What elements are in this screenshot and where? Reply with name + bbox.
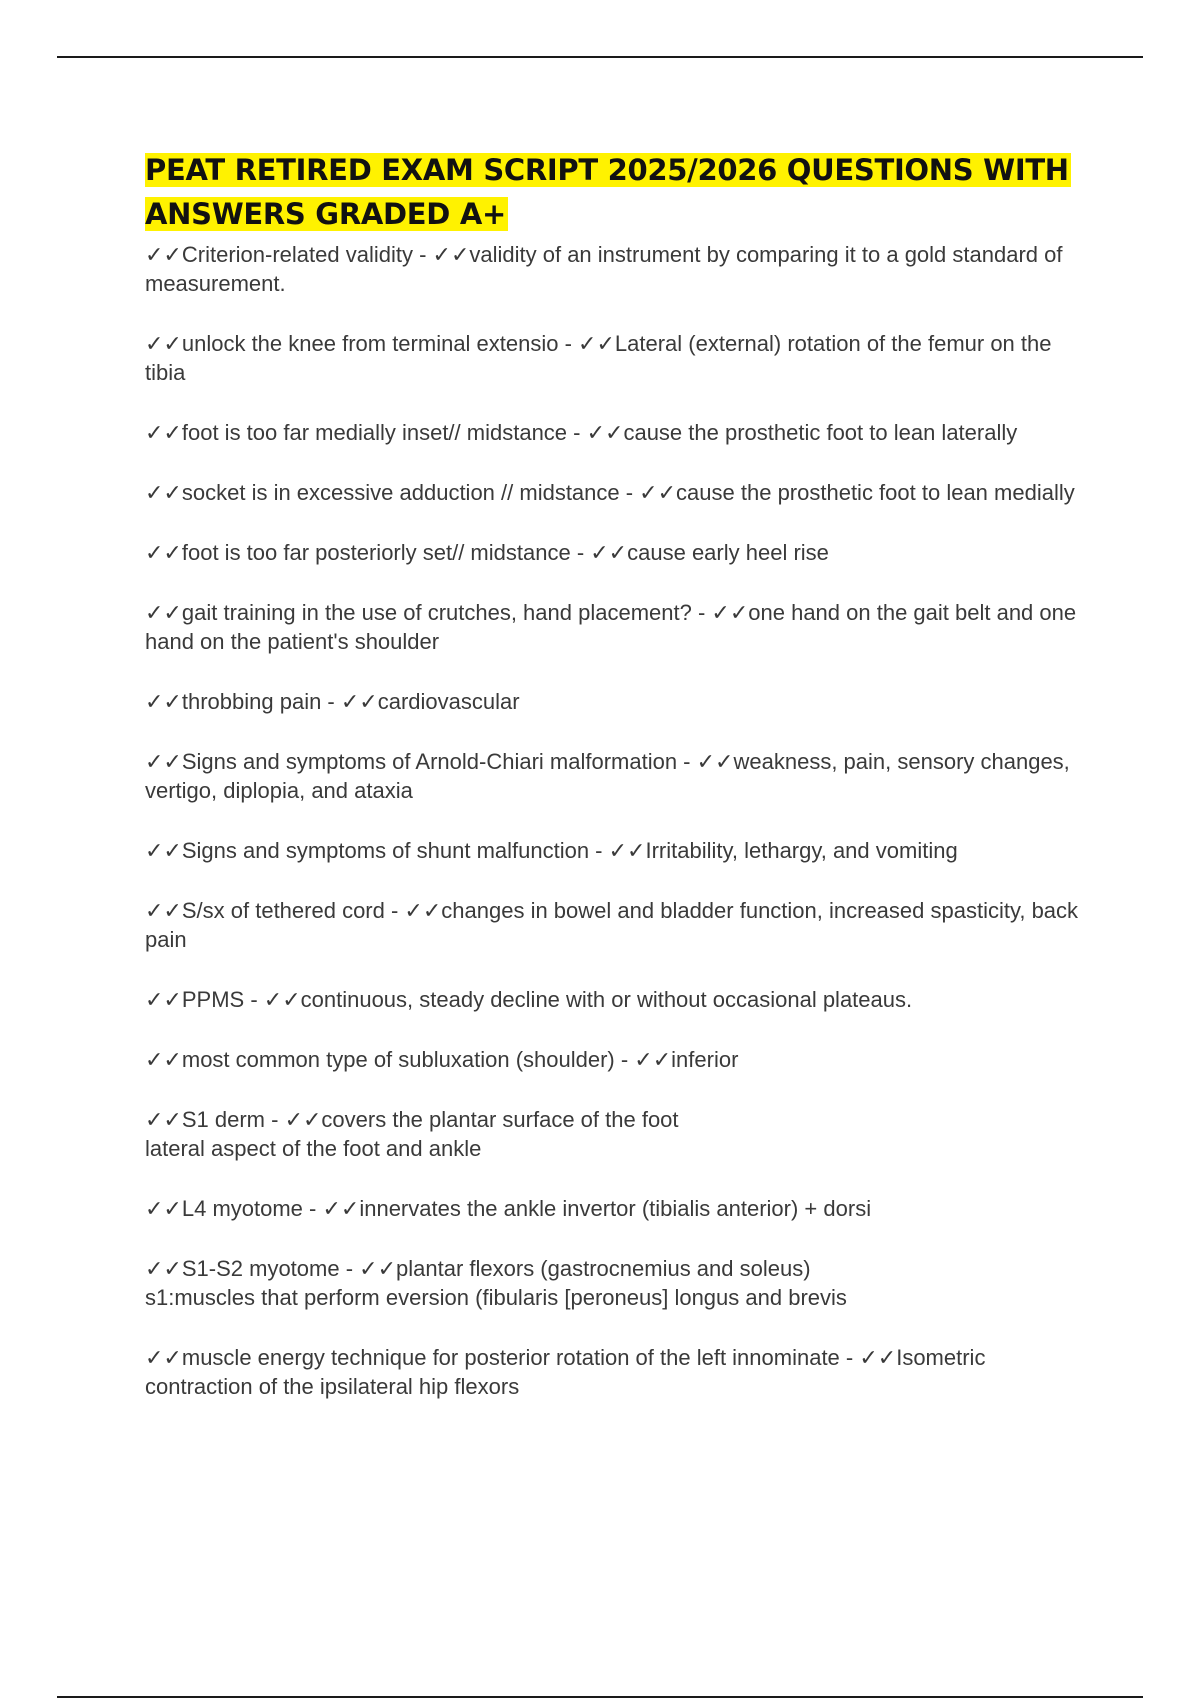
page-content [145, 148, 1085, 1432]
document-title-text: PEAT RETIRED EXAM SCRIPT 2025/2026 QUESTIONS WITH ANSWERS GRADED A+ [145, 153, 1069, 231]
qa-item: ✓✓L4 myotome - ✓✓innervates the ankle invertor (tibialis anterior) + dorsi [145, 1196, 872, 1221]
bottom-rule [57, 1696, 1143, 1698]
qa-item: ✓✓throbbing pain - ✓✓cardiovascular [145, 689, 520, 714]
qa-item: ✓✓Signs and symptoms of shunt malfunction - ✓✓Irritability, lethargy, and vomiting [145, 838, 958, 863]
qa-item: ✓✓Criterion-related validity - ✓✓validity of an instrument by comparing it to a gold standard of measurement. [145, 242, 1063, 296]
qa-item: ✓✓most common type of subluxation (shoulder) - ✓✓inferior [145, 1047, 739, 1072]
qa-item: ✓✓PPMS - ✓✓continuous, steady decline with or without occasional plateaus. [145, 987, 913, 1012]
qa-item: ✓✓unlock the knee from terminal extensio - ✓✓Lateral (external) rotation of the femur on the tibia [145, 331, 1052, 385]
qa-item: ✓✓gait training in the use of crutches, hand placement? - ✓✓one hand on the gait belt and one hand on the patient's shoulder [145, 600, 1077, 654]
qa-list [145, 240, 1085, 1401]
qa-item: ✓✓S1-S2 myotome - ✓✓plantar flexors (gastrocnemius and soleus) s1:muscles that perform eversion (fibularis [peroneus] longus and brevis [145, 1256, 847, 1310]
document-title [145, 148, 1085, 236]
qa-item: ✓✓S1 derm - ✓✓covers the plantar surface of the foot lateral aspect of the foot and ankle [145, 1107, 679, 1161]
qa-item: ✓✓Signs and symptoms of Arnold-Chiari malformation - ✓✓weakness, pain, sensory changes, vertigo, diplopia, and ataxia [145, 749, 1070, 803]
qa-item: ✓✓socket is in excessive adduction // midstance - ✓✓cause the prosthetic foot to lean medially [145, 480, 1075, 505]
qa-item: ✓✓S/sx of tethered cord - ✓✓changes in bowel and bladder function, increased spasticity, back pain [145, 898, 1079, 952]
top-rule [57, 56, 1143, 58]
qa-item: ✓✓foot is too far posteriorly set// midstance - ✓✓cause early heel rise [145, 540, 829, 565]
qa-item: ✓✓muscle energy technique for posterior rotation of the left innominate - ✓✓Isometric contraction of the ipsilateral hip flexors [145, 1345, 986, 1399]
qa-item: ✓✓foot is too far medially inset// midstance - ✓✓cause the prosthetic foot to lean laterally [145, 420, 1018, 445]
